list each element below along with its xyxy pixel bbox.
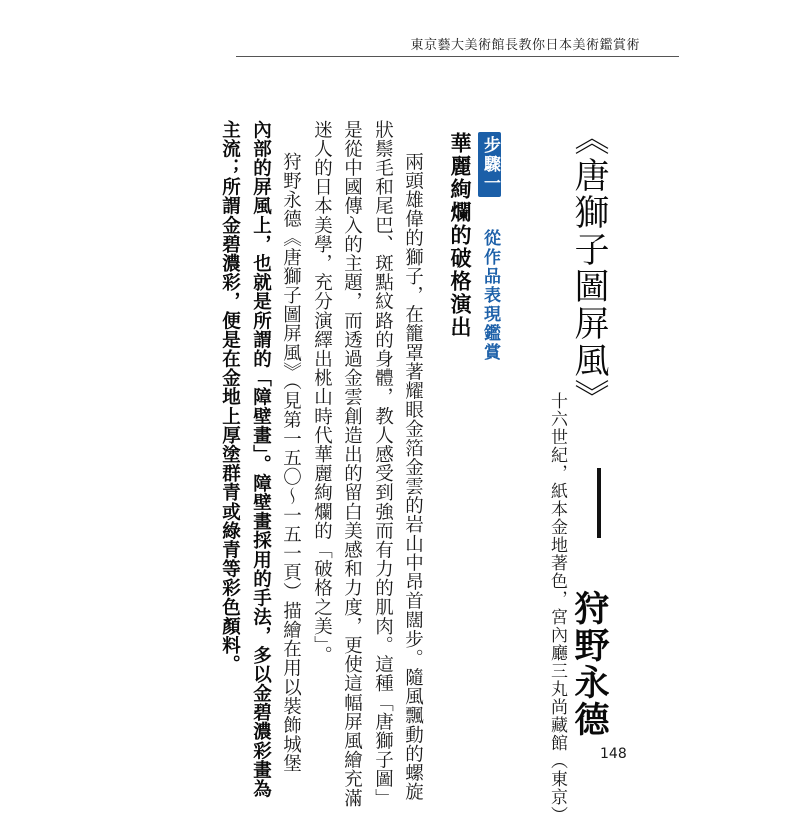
body-line: 兩頭雄偉的獅子，在籠罩著耀眼金箔金雲的岩山中昂首闊步。隨風飄動的螺旋 (402, 152, 424, 802)
title-dash (597, 468, 601, 538)
step-title: 從作品表現鑑賞 (480, 229, 500, 362)
artwork-details: 十六世紀，紙本金地著色，宮內廳三丸尚藏館（東京） (547, 392, 567, 824)
body-line: 狀鬃毛和尾巴、斑點紋路的身體，教人感受到強而有力的肌肉。這種「唐獅子圖」 (372, 120, 394, 808)
running-header: 東京藝大美術館長教你日本美術鑑賞術 (410, 38, 640, 53)
body-line: 迷人的日本美學，充分演繹出桃山時代華麗絢爛的「破格之美」。 (311, 120, 333, 665)
artwork-title (569, 120, 609, 738)
artist-name: 狩野永德 (569, 590, 609, 738)
step-header (478, 132, 501, 362)
body-line: 是從中國傳入的主題，而透過金雲創造出的留白美感和力度，更使這幅屏風繪充滿 (341, 120, 363, 808)
artwork-title-text: 《唐獅子圖屏風》 (569, 120, 609, 416)
body-line-emphasis: 主流；所謂金碧濃彩，便是在金地上厚塗群青或綠青等彩色顏料。 (219, 120, 241, 674)
body-line-emphasis: 內部的屏風上，也就是所謂的「障壁畫」。障壁畫採用的手法，多以金碧濃彩畫為 (250, 120, 272, 799)
page-number: 148 (600, 746, 627, 762)
header-rule (236, 56, 679, 57)
section-heading: 華麗絢爛的破格演出 (448, 132, 472, 339)
body-line: 狩野永德《唐獅子圖屏風》（見第一五〇～一五一頁）描繪在用以裝飾城堡 (280, 152, 302, 774)
step-badge: 步驟一 (478, 132, 501, 197)
